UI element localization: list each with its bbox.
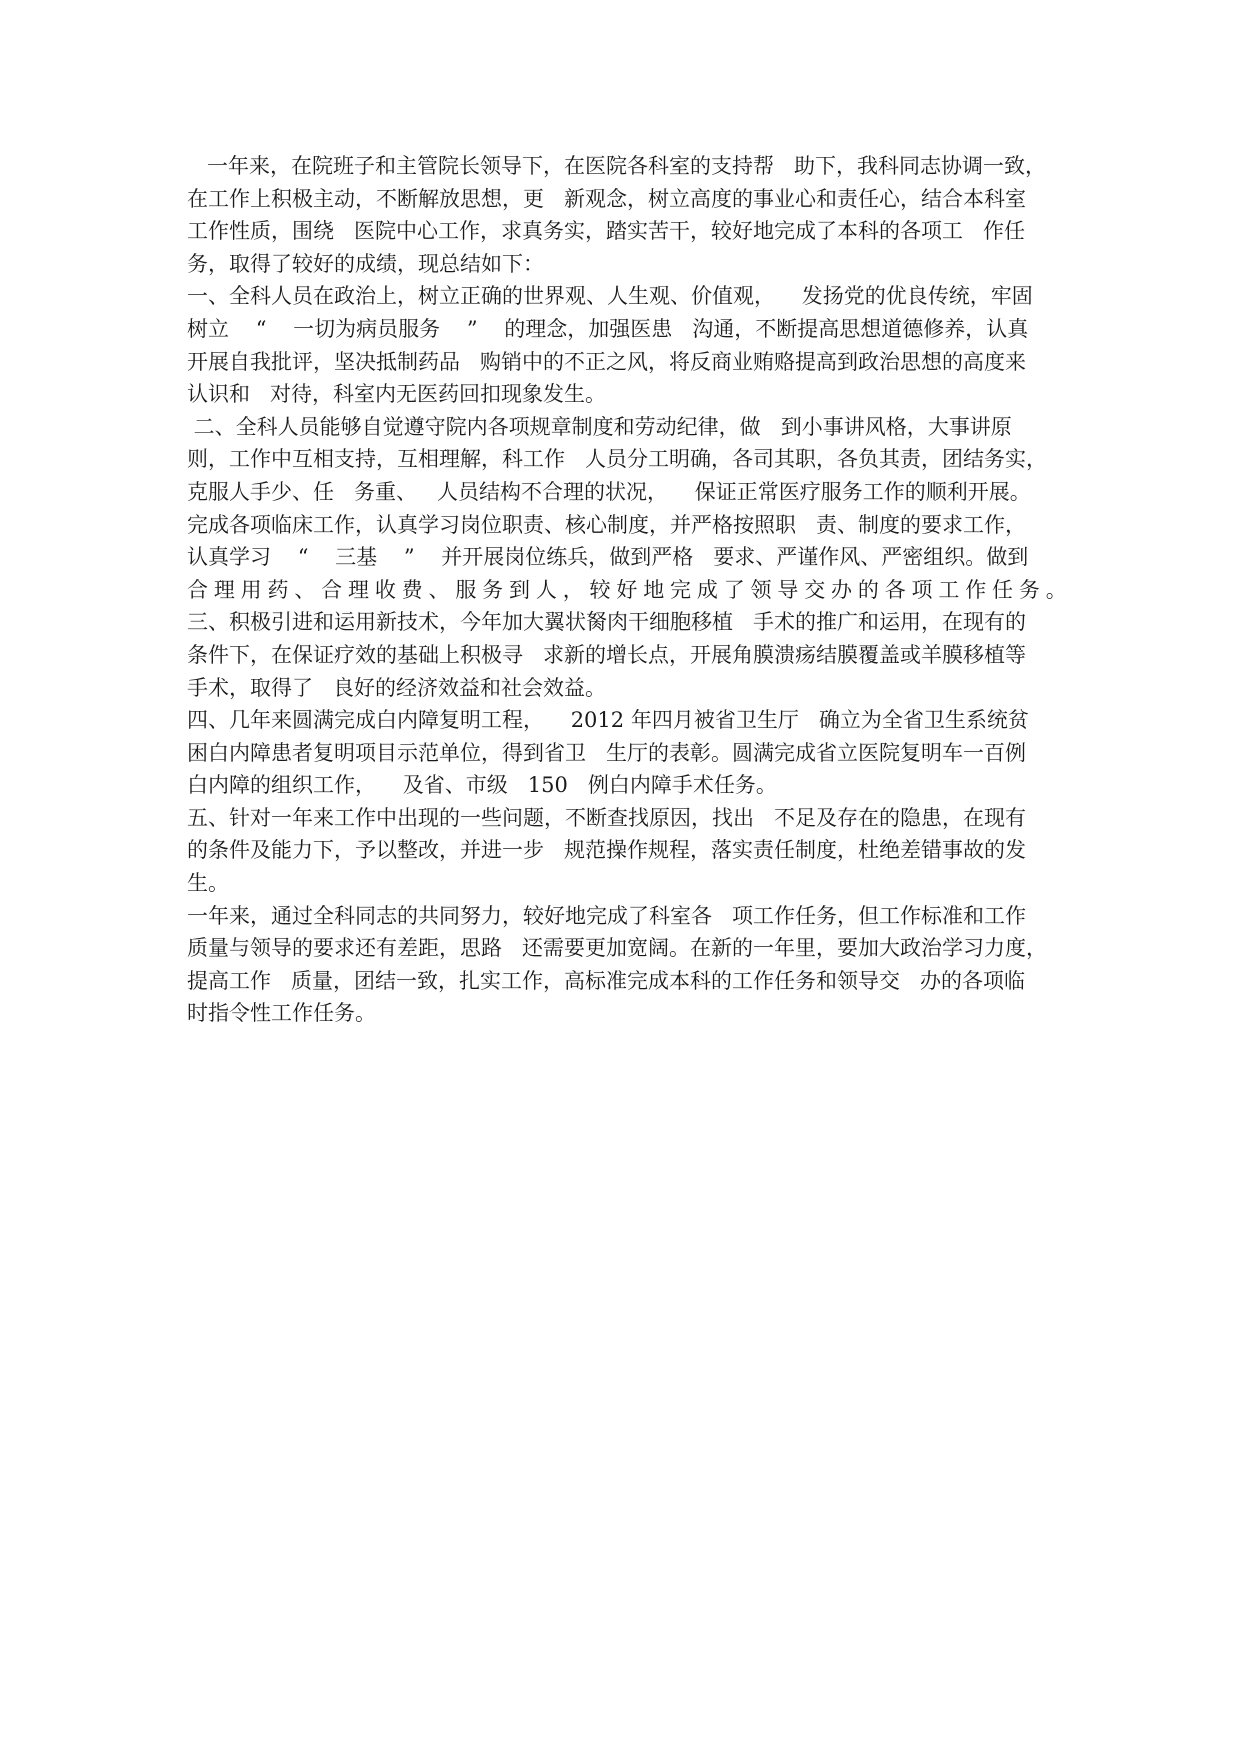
text-line: 认真学习 “ 三基 ” 并开展岗位练兵，做到严格 要求、严谨作风、严密组织。做到: [187, 545, 1029, 570]
text-line: 三、积极引进和运用新技术，今年加大翼状胬肉干细胞移植 手术的推广和运用，在现有的: [187, 610, 1027, 635]
text-line: 五、针对一年来工作中出现的一些问题，不断查找原因，找出 不足及存在的隐患，在现有: [187, 805, 1027, 830]
text-line: 困白内障患者复明项目示范单位，得到省卫 生厅的表彰。圆满完成省立医院复明车一百例: [187, 740, 1027, 765]
text-line: 认识和 对待，科室内无医药回扣现象发生。: [187, 382, 607, 407]
text-line: 四、几年来圆满完成白内障复明工程， 2012 年四月被省卫生厅 确立为全省卫生系统贫: [187, 708, 1029, 733]
text-line: 一年来，通过全科同志的共同努力，较好地完成了科室各 项工作任务，但工作标准和工作: [187, 903, 1027, 928]
text-line: 时指令性工作任务。: [187, 1001, 376, 1026]
text-line: 二、全科人员能够自觉遵守院内各项规章制度和劳动纪律，做 到小事讲风格，大事讲原: [187, 414, 1012, 439]
text-line: 合 理 用 药 、 合 理 收 费 、 服 务 到 人 ， 较 好 地 完 成 了 领 导 交 办 的 各 项 工 作 任 务 。: [187, 577, 1067, 602]
text-line: 在工作上积极主动，不断解放思想，更 新观念，树立高度的事业心和责任心，结合本科室: [187, 186, 1027, 211]
text-line: 的条件及能力下，予以整改，并进一步 规范操作规程，落实责任制度，杜绝差错事故的发: [187, 838, 1027, 863]
text-line: 白内障的组织工作， 及省、市级 150 例白内障手术任务。: [187, 773, 777, 798]
text-line: 克服人手少、任 务重、 人员结构不合理的状况， 保证正常医疗服务工作的顺利开展。: [187, 479, 1031, 504]
text-line: 开展自我批评，坚决抵制药品 购销中的不正之风，将反商业贿赂提高到政治思想的高度来: [187, 349, 1027, 374]
text-line: 手术，取得了 良好的经济效益和社会效益。: [187, 675, 607, 700]
text-line: 则，工作中互相支持，互相理解，科工作 人员分工明确，各司其职，各负其责，团结务实，: [187, 447, 1048, 472]
text-line: 质量与领导的要求还有差距，思路 还需要更加宽阔。在新的一年里，要加大政治学习力度，: [187, 936, 1048, 961]
text-line: 一、全科人员在政治上，树立正确的世界观、人生观、价值观， 发扬党的优良传统，牢固: [187, 284, 1033, 309]
document-body: [187, 150, 1067, 1030]
text-line: 提高工作 质量，团结一致，扎实工作，高标准完成本科的工作任务和领导交 办的各项临: [187, 968, 1026, 993]
text-line: 条件下，在保证疗效的基础上积极寻 求新的增长点，开展角膜溃疡结膜覆盖或羊膜移植等: [187, 642, 1027, 667]
text-line: 一年来，在院班子和主管院长领导下，在医院各科室的支持帮 助下，我科同志协调一致，: [187, 154, 1047, 178]
text-line: 树立 “ 一切为病员服务 ” 的理念，加强医患 沟通，不断提高思想道德修养，认真: [187, 316, 1029, 341]
text-line: 生。: [187, 871, 229, 896]
text-line: 务，取得了较好的成绩，现总结如下：: [187, 251, 544, 276]
text-line: 工作性质，围绕 医院中心工作，求真务实，踏实苦干，较好地完成了本科的各项工 作任: [187, 219, 1026, 244]
text-line: 完成各项临床工作，认真学习岗位职责、核心制度，并严格按照职 责、制度的要求工作，: [187, 512, 1027, 537]
